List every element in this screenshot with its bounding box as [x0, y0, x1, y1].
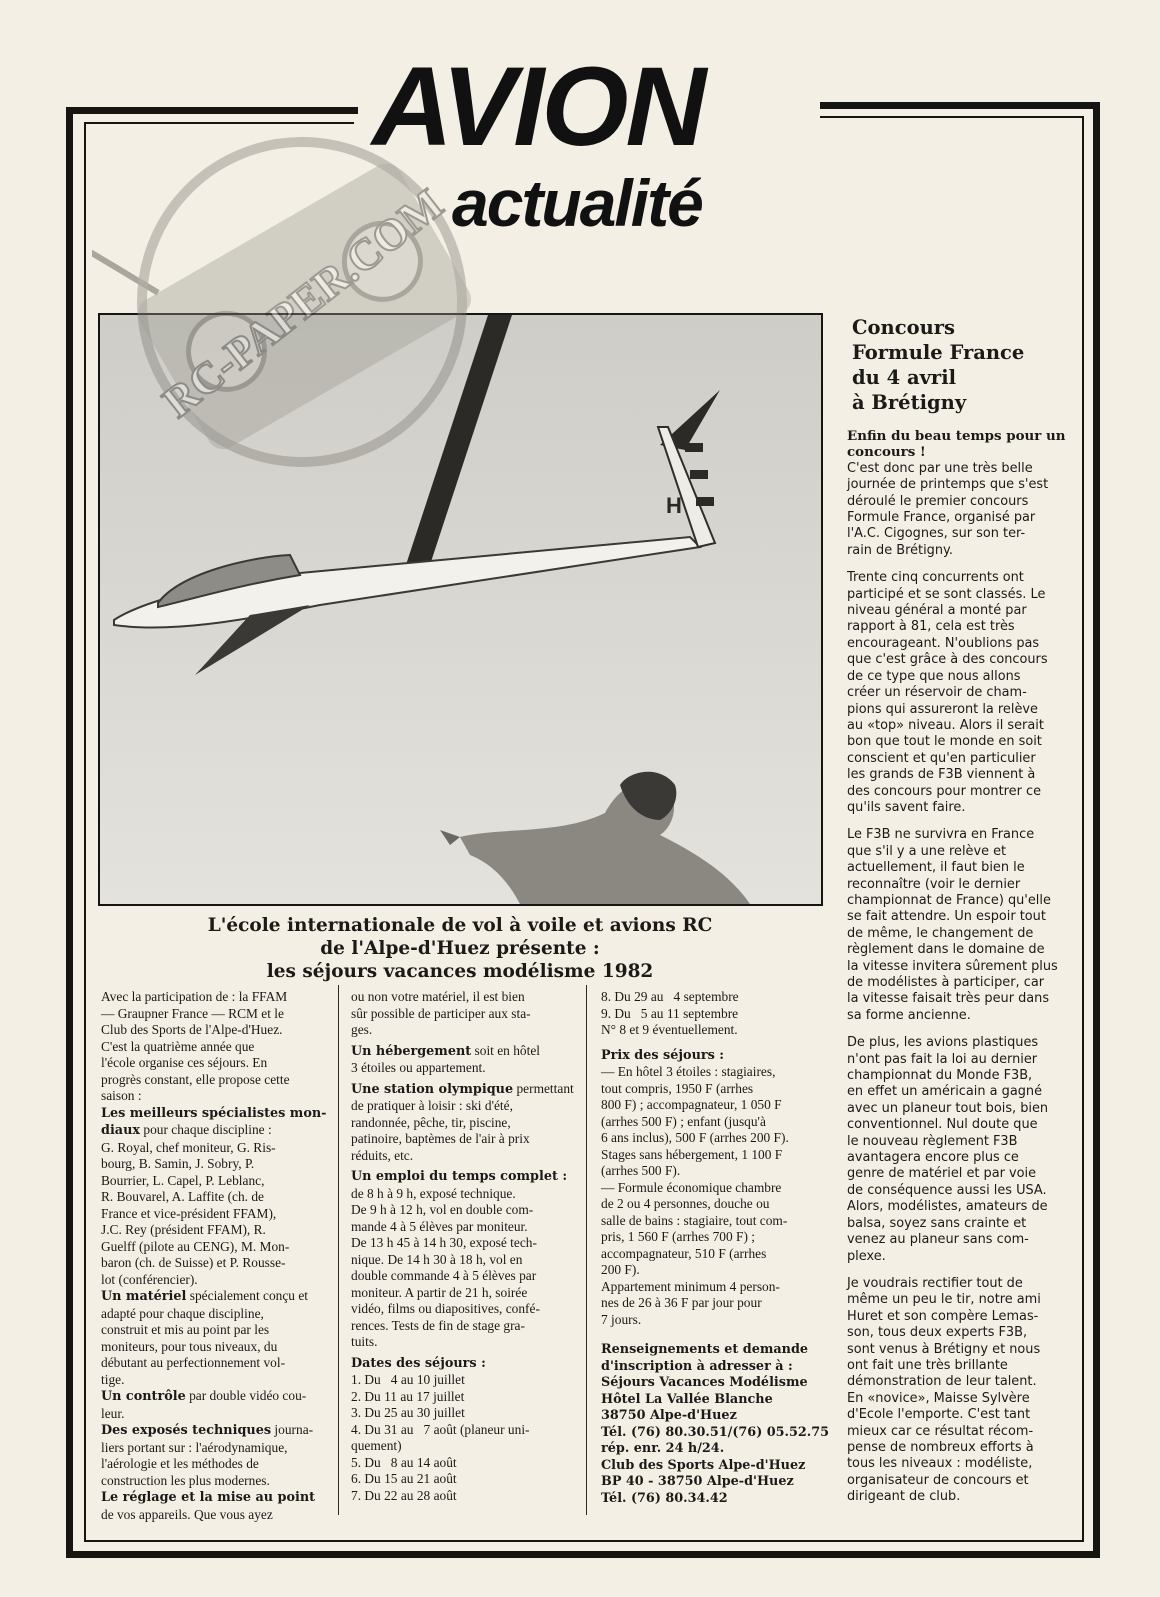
- text-line: participé et se sont classés. Le: [847, 586, 1046, 602]
- text-line: au «top» niveau. Alors il serait: [847, 717, 1044, 733]
- svg-text:H: H: [666, 493, 682, 518]
- page-title: AVION: [372, 44, 704, 169]
- sidebar-paragraph: [847, 428, 1077, 559]
- text-line: plexe.: [847, 1248, 886, 1264]
- text-line: venez au planeur sans com-: [847, 1232, 1029, 1248]
- text-line: moniteurs, pour tous niveaux, du: [101, 1338, 278, 1354]
- text-line: des concours pour montrer ce: [847, 783, 1041, 799]
- text-line: construction les plus modernes.: [101, 1472, 270, 1488]
- text-line: qu'ils savent faire.: [847, 799, 966, 815]
- text-line: créer un réservoir de cham-: [847, 685, 1027, 701]
- text-line: le nouveau règlement F3B: [847, 1133, 1018, 1149]
- text-line: rain de Brétigny.: [847, 542, 953, 558]
- contact-line: rép. enr. 24 h/24.: [601, 1441, 725, 1456]
- lead-text: Prix des séjours :: [601, 1047, 725, 1063]
- text-line: patinoire, baptèmes de l'air à prix: [351, 1131, 530, 1146]
- text-line: la vitesse invitera sûrement plus: [847, 958, 1058, 974]
- text-line: démonstration de leur talent.: [847, 1374, 1037, 1390]
- text-line: construit et mis au point par les: [101, 1322, 270, 1337]
- text-line: C'est donc par une très belle: [847, 460, 1033, 476]
- text-line: sa forme ancienne.: [847, 1007, 971, 1023]
- date-item: N° 8 et 9 éventuellement.: [601, 1022, 738, 1037]
- contact-line: Tél. (76) 80.30.51/(76) 05.52.75: [601, 1424, 830, 1440]
- contact-line: Renseignements et demande: [601, 1342, 809, 1357]
- text-line: de conséquence aussi les USA.: [847, 1182, 1047, 1198]
- text-line: 7 jours.: [601, 1311, 642, 1327]
- article-column-2: [351, 989, 575, 1504]
- text-line: baron (ch. de Suisse) et P. Rousse-: [101, 1255, 286, 1270]
- article-column-3: [601, 989, 830, 1507]
- text-line: conscient et qu'en particulier: [847, 750, 1036, 766]
- text-line: les grands de F3B viennent à: [847, 767, 1036, 783]
- lead-text: Un hébergement: [351, 1043, 472, 1059]
- lead-text: Le réglage et la mise au point: [101, 1490, 316, 1505]
- text-line: avec un planeur tout bois, bien: [847, 1100, 1049, 1116]
- prix-paragraph: [601, 1047, 827, 1329]
- text-line: bon que tout le monde en soit: [847, 734, 1042, 750]
- text-line: bourg, B. Samin, J. Sobry, P.: [101, 1156, 255, 1171]
- reglage-paragraph: [101, 1489, 327, 1523]
- text-line: ou non votre matériel, il est bien: [351, 989, 525, 1004]
- text-line: Avec la participation de : la FFAM: [101, 989, 288, 1004]
- text-line: — Formule économique chambre: [601, 1179, 782, 1195]
- specialists-paragraph: [101, 1105, 327, 1289]
- text-line: genre de matériel et par voie: [847, 1166, 1037, 1182]
- text-line: de ce type que nous allons: [847, 668, 1021, 684]
- dates-paragraph: [351, 1355, 575, 1505]
- text-line: nes de 26 à 36 F par jour pour: [601, 1295, 762, 1310]
- text-line: pour chaque discipline :: [140, 1122, 272, 1137]
- text-line: de modélistes à participer, car: [847, 975, 1045, 990]
- text-line: l'aérologie et les méthodes de: [101, 1456, 259, 1471]
- text-line: championnat du Monde F3B,: [847, 1068, 1033, 1084]
- text-line: 800 F) ; accompagnateur, 1 050 F: [601, 1097, 782, 1112]
- rc-paper-watermark: [92, 92, 512, 512]
- text-line: G. Royal, chef moniteur, G. Ris-: [101, 1139, 276, 1155]
- text-line: leur.: [101, 1405, 125, 1421]
- text-line: Bourrier, L. Capel, P. Leblanc,: [101, 1172, 265, 1188]
- text-line: mieux car ce résultat récom-: [847, 1423, 1034, 1439]
- text-line: ont fait une très brillante: [847, 1357, 1008, 1373]
- text-line: 6 ans inclus), 500 F (arrhes 200 F).: [601, 1130, 789, 1145]
- text-line: spécialement conçu et: [186, 1288, 308, 1303]
- text-line: ges.: [351, 1022, 373, 1037]
- text-line: pris, 1 560 F (arrhes 700 F) ;: [601, 1229, 755, 1244]
- station-paragraph: [351, 1081, 575, 1165]
- text-line: niveau général a monté par: [847, 603, 1027, 619]
- text-line: permettant: [513, 1080, 574, 1096]
- text-line: 3 étoiles ou appartement.: [351, 1060, 486, 1075]
- lead-text: Un matériel: [101, 1289, 187, 1304]
- text-line: accompagnateur, 510 F (arrhes: [601, 1245, 767, 1261]
- intro-paragraph: [101, 989, 327, 1105]
- contact-line: d'inscription à adresser à :: [601, 1358, 793, 1374]
- text-line: soit en hôtel: [471, 1042, 540, 1058]
- date-item: 2. Du 11 au 17 juillet: [351, 1388, 465, 1404]
- contact-line: BP 40 - 38750 Alpe-d'Huez: [601, 1474, 794, 1489]
- text-line: tige.: [101, 1371, 125, 1387]
- text-line: l'école organise ces séjours. En: [101, 1055, 268, 1070]
- text-line: J.C. Rey (président FFAM), R.: [101, 1222, 266, 1237]
- sidebar-paragraph: [847, 1276, 1077, 1506]
- intro-continued: [351, 989, 575, 1039]
- text-line: En «novice», Maisse Sylvère: [847, 1390, 1030, 1406]
- sidebar-lead: Enfin du beau temps pour un: [847, 428, 1066, 444]
- article-column-1: [101, 989, 327, 1523]
- date-item: 9. Du 5 au 11 septembre: [601, 1005, 739, 1021]
- contact-line: Hôtel La Vallée Blanche: [601, 1391, 773, 1407]
- text-line: par double vidéo cou-: [185, 1388, 307, 1403]
- contact-line: 38750 Alpe-d'Huez: [601, 1408, 737, 1423]
- text-line: sûr possible de participer aux sta-: [351, 1005, 531, 1021]
- text-line: réduits, etc.: [351, 1147, 414, 1163]
- text-line: journée de printemps que s'est: [847, 477, 1049, 493]
- controle-paragraph: [101, 1388, 327, 1422]
- article-headline: [120, 914, 800, 983]
- text-line: de 8 h à 9 h, exposé technique.: [351, 1185, 516, 1201]
- text-line: adapté pour chaque discipline,: [101, 1305, 264, 1321]
- text-line: liers portant sur : l'aérodynamique,: [101, 1439, 288, 1455]
- text-line: débutant au perfectionnement vol-: [101, 1355, 286, 1370]
- text-line: moniteur. A partir de 21 h, soirée: [351, 1284, 528, 1300]
- lead-text: Des exposés techniques: [101, 1423, 272, 1438]
- contact-line: Tél. (76) 80.34.42: [601, 1490, 728, 1506]
- exposes-paragraph: [101, 1422, 327, 1489]
- date-item: 8. Du 29 au 4 septembre: [601, 989, 739, 1004]
- text-line: règlement dans le domaine de: [847, 942, 1045, 958]
- contact-line: Séjours Vacances Modélisme: [601, 1375, 808, 1390]
- text-line: même un peu le tir, notre ami: [847, 1292, 1041, 1308]
- sidebar-title-line: du 4 avril: [852, 366, 957, 389]
- text-line: lot (conférencier).: [101, 1271, 198, 1287]
- sidebar-title-line: Formule France: [852, 341, 1025, 364]
- contact-line: Club des Sports Alpe-d'Huez: [601, 1457, 806, 1473]
- date-item: 3. Du 25 au 30 juillet: [351, 1405, 465, 1420]
- text-line: Alors, modélistes, amateurs de: [847, 1199, 1048, 1215]
- text-line: De 13 h 45 à 14 h 30, exposé tech-: [351, 1235, 537, 1250]
- text-line: Trente cinq concurrents ont: [847, 570, 1024, 586]
- text-line: n'ont pas fait la loi au dernier: [847, 1051, 1038, 1067]
- sidebar-title: [852, 315, 1072, 415]
- sidebar-title-line: à Brétigny: [852, 391, 967, 414]
- sidebar-paragraph: [847, 570, 1077, 816]
- text-line: organisateur de concours et: [847, 1472, 1029, 1488]
- inner-frame-right: [1082, 116, 1084, 1542]
- text-line: C'est la quatrième année que: [101, 1038, 255, 1054]
- text-line: vidéo, films ou diapositives, confé-: [351, 1301, 540, 1316]
- text-line: balsa, soyez sans crainte et: [847, 1215, 1027, 1231]
- inner-frame-left: [84, 122, 86, 1542]
- text-line: son, tous deux experts F3B,: [847, 1325, 1028, 1341]
- lead-text: Une station olympique: [351, 1081, 514, 1097]
- text-line: encourageant. N'oublions pas: [847, 635, 1040, 651]
- materiel-paragraph: [101, 1288, 327, 1388]
- text-line: que s'il y a une relève et: [847, 843, 1007, 859]
- lead-text: Les meilleurs spécialistes mon-: [101, 1105, 327, 1121]
- page-frame-top-right: [820, 102, 1100, 109]
- text-line: de pratiquer à loisir : ski d'été,: [351, 1098, 513, 1113]
- text-line: journa-: [271, 1422, 314, 1437]
- text-line: randonnée, pêche, tir, piscine,: [351, 1114, 511, 1130]
- text-line: conventionnel. Nul doute que: [847, 1117, 1038, 1133]
- page-frame-right: [1093, 107, 1100, 1558]
- text-line: pions qui assureront la relève: [847, 701, 1038, 717]
- column-divider: [338, 985, 339, 1515]
- text-line: rences. Tests de fin de stage gra-: [351, 1317, 525, 1333]
- text-line: De 9 h à 12 h, vol en double com-: [351, 1202, 534, 1217]
- text-line: de vos appareils. Que vous ayez: [101, 1506, 273, 1522]
- text-line: Club des Sports de l'Alpe-d'Huez.: [101, 1022, 283, 1037]
- column-divider: [586, 985, 587, 1515]
- text-line: que c'est grâce à des concours: [847, 652, 1048, 668]
- text-line: R. Bouvarel, A. Laffite (ch. de: [101, 1189, 264, 1204]
- text-line: France et vice-président FFAM),: [101, 1205, 277, 1221]
- emploi-paragraph: [351, 1168, 575, 1351]
- text-line: reconnaître (voir le dernier: [847, 876, 1021, 892]
- text-line: nique. De 14 h 30 à 18 h, vol en: [351, 1251, 523, 1267]
- text-line: Je voudrais rectifier tout de: [847, 1275, 1023, 1291]
- text-line: Stages sans hébergement, 1 100 F: [601, 1146, 783, 1162]
- date-item: 1. Du 4 au 10 juillet: [351, 1372, 465, 1387]
- sidebar-lead: concours !: [847, 444, 926, 461]
- text-line: saison :: [101, 1088, 142, 1103]
- text-line: se fait attendre. Un espoir tout: [847, 909, 1046, 925]
- dates-continued: [601, 989, 827, 1039]
- lead-text: Un contrôle: [101, 1389, 186, 1404]
- text-line: pense de nombreux efforts à: [847, 1439, 1034, 1455]
- text-line: Le F3B ne survivra en France: [847, 827, 1035, 843]
- lead-text: Un emploi du temps complet :: [351, 1169, 568, 1184]
- date-item: 7. Du 22 au 28 août: [351, 1487, 457, 1503]
- inner-frame-bottom: [84, 1540, 1084, 1542]
- text-line: (arrhes 500 F) ; enfant (jusqu'à: [601, 1113, 766, 1129]
- text-line: de même, le changement de: [847, 925, 1034, 941]
- text-line: de 2 ou 4 personnes, douche ou: [601, 1196, 770, 1211]
- page-frame-bottom: [66, 1551, 1100, 1558]
- date-item: quement): [351, 1438, 402, 1453]
- text-line: avantagera encore plus ce: [847, 1150, 1019, 1166]
- text-line: progrès constant, elle propose cette: [101, 1071, 290, 1087]
- sidebar-article: [847, 428, 1077, 1517]
- lead-text: Dates des séjours :: [351, 1355, 486, 1371]
- text-line: Guelff (pilote au CENG), M. Mon-: [101, 1238, 290, 1254]
- text-line: sont venus à Brétigny et nous: [847, 1341, 1041, 1357]
- text-line: tout compris, 1950 F (arrhes: [601, 1080, 754, 1096]
- text-line: dirigeant de club.: [847, 1489, 961, 1505]
- watermark-text: RC-PAPER.COM: [153, 179, 453, 428]
- text-line: d'Ecole l'emporte. C'est tant: [847, 1407, 1031, 1423]
- text-line: mande 4 à 5 élèves par moniteur.: [351, 1218, 528, 1234]
- text-line: double commande 4 à 5 élèves par: [351, 1268, 537, 1283]
- text-line: De plus, les avions plastiques: [847, 1035, 1039, 1051]
- contact-block: [601, 1342, 830, 1507]
- page-frame-left: [66, 107, 73, 1558]
- text-line: rapport à 81, cela est très: [847, 619, 1015, 635]
- sidebar-paragraph: [847, 1035, 1077, 1265]
- text-line: (arrhes 500 F).: [601, 1163, 681, 1178]
- page-subtitle: actualité: [452, 166, 702, 240]
- text-line: championnat de France) qu'elle: [847, 892, 1051, 908]
- text-line: actuellement, il faut bien le: [847, 860, 1025, 876]
- text-line: Huret et son compère Lemas-: [847, 1308, 1039, 1324]
- sidebar-paragraph: [847, 827, 1077, 1024]
- text-line: en effet un américain a gagné: [847, 1084, 1042, 1100]
- hebergement-paragraph: [351, 1043, 575, 1077]
- headline-line: L'école internationale de vol à voile et avions RC: [207, 915, 713, 936]
- text-line: — Graupner France — RCM et le: [101, 1005, 284, 1021]
- headline-line: de l'Alpe-d'Huez présente :: [320, 938, 600, 959]
- text-line: salle de bains : stagiaire, tout com-: [601, 1212, 788, 1228]
- text-line: déroulé le premier concours: [847, 493, 1029, 509]
- text-line: — En hôtel 3 étoiles : stagiaires,: [601, 1064, 776, 1079]
- text-line: Formule France, organisé par: [847, 510, 1036, 526]
- text-line: tuits.: [351, 1334, 378, 1349]
- date-item: 5. Du 8 au 14 août: [351, 1454, 457, 1470]
- inner-frame-top-right: [820, 116, 1084, 118]
- text-line: 200 F).: [601, 1262, 640, 1277]
- text-line: la vitesse faisait très peur dans: [847, 991, 1050, 1007]
- sidebar-title-line: Concours: [852, 316, 956, 339]
- text-line: l'A.C. Cigognes, sur son ter-: [847, 526, 1026, 542]
- lead-text: diaux: [101, 1123, 141, 1138]
- date-item: 4. Du 31 au 7 août (planeur uni-: [351, 1421, 530, 1437]
- text-line: tous les niveaux : modéliste,: [847, 1456, 1033, 1472]
- text-line: Appartement minimum 4 person-: [601, 1278, 780, 1294]
- date-item: 6. Du 15 au 21 août: [351, 1471, 457, 1486]
- headline-line: les séjours vacances modélisme 1982: [266, 961, 654, 982]
